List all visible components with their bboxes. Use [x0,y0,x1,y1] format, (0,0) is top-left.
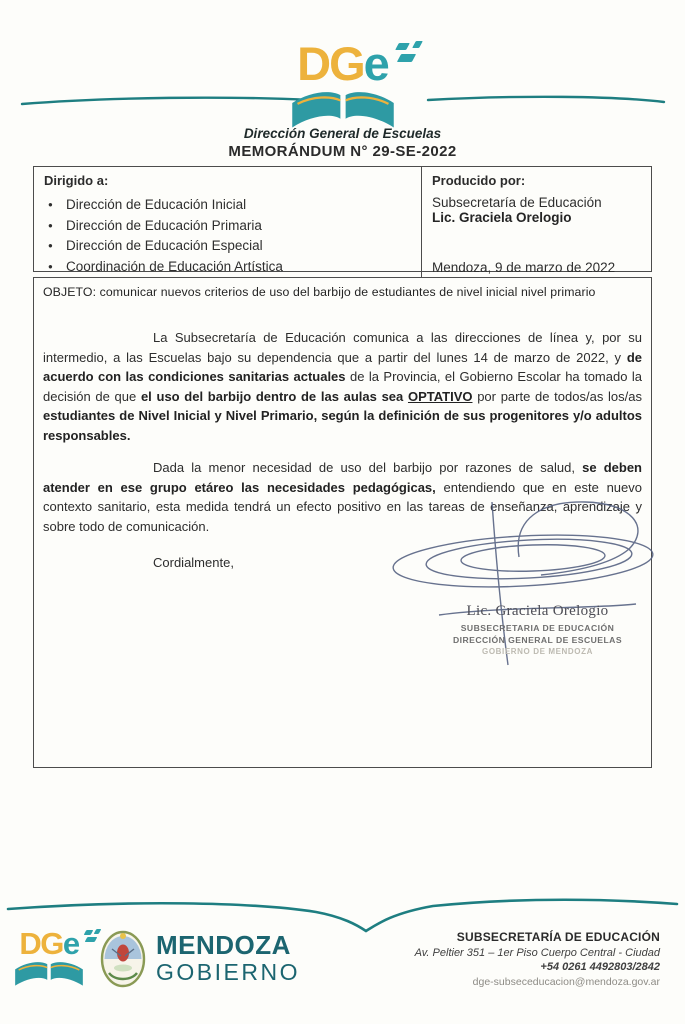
closing-line: Cordialmente, [153,555,234,570]
recipient-item: ● Dirección de Educación Especial [44,236,411,257]
dge-logo-wordmark [297,37,388,90]
contact-phone: +54 0261 4492803/2842 [540,961,660,973]
signature-title-2: DIRECCIÓN GENERAL DE ESCUELAS [452,635,623,645]
producido-name: Lic. Graciela Orelogio [432,210,572,225]
mendoza-coat-of-arms-icon [100,928,146,988]
footer-contact [415,930,660,988]
footer-dge-wordmark [19,928,78,959]
text-segment: de la Provincia, el Gobierno Escolar ha tomado la decisión de que [43,369,643,404]
recipient-item: ● Coordinación de Educación Artística [44,257,411,278]
text-segment: Dada la menor necesidad de uso del barbijo por razones de salud, [153,460,583,475]
objeto-line: OBJETO: comunicar nuevos criterios de uso del barbijo de estudiantes de nivel inicial nivel primario [43,285,596,299]
info-table [33,166,652,275]
text-segment: por parte de todos/as los/as [472,388,642,404]
logo-e-text: e [363,37,388,90]
open-book-icon [287,89,399,131]
recipients-list [44,195,411,277]
contact-department: SUBSECRETARÍA DE EDUCACIÓN [456,930,660,944]
dirigido-label: Dirigido a: [44,173,109,188]
government-name [156,932,300,984]
gov-line-mendoza: MENDOZA [156,930,291,960]
logo-dg-text: DG [297,37,364,90]
text-segment-bold: de acuerdo con las condiciones sanitarias actuales [43,349,642,384]
contact-address: Av. Peltier 351 – 1er Piso Cuerpo Central - Ciudad [414,947,660,959]
contact-email: dge-subseceducacion@mendoza.gov.ar [472,976,660,988]
producido-cell [421,167,651,283]
gov-line-gobierno: GOBIERNO [156,959,300,985]
signature-title-1: SUBSECRETARIA DE EDUCACIÓN [460,622,615,633]
producido-label: Producido por: [432,173,526,188]
dirigido-cell [34,167,421,283]
signature-name: Lic. Graciela Orelogio [466,603,609,619]
open-book-icon [12,960,86,988]
logo-dg-text: DG [19,926,63,961]
producido-org: Subsecretaría de Educación [432,195,602,210]
body-paragraph-1 [43,328,642,445]
org-name: Dirección General de Escuelas [243,126,442,141]
logo-dash-icon [397,54,416,62]
text-segment: La Subsecretaría de Educación comunica a las direcciones de línea y, por su intermedio, a las Escuelas bajo su dependencia que a partir del lunes 14 de marzo de 2022, y [43,330,642,365]
footer-branding [12,928,300,988]
text-segment-bold: se deben atender en ese grupo etáreo las necesidades pedagógicas, [43,460,643,495]
dge-logo [0,37,685,131]
text-segment-bold-underline: OPTATIVO [407,388,473,404]
logo-dash-icon [412,41,423,48]
recipient-item: ● Dirección de Educación Inicial [44,195,411,216]
recipient-item: ● Dirección de Educación Primaria [44,216,411,237]
logo-dash-icon [84,937,97,942]
logo-e-text: e [62,926,79,961]
footer-dge-logo [12,928,86,988]
memo-title: MEMORÁNDUM N° 29-SE-2022 [228,143,457,160]
text-segment-bold: estudiantes de Nivel Inicial y Nivel Primario, según la definición de sus progenitores y/o adultos responsables. [43,408,642,443]
logo-dash-icon [83,930,93,935]
logo-dash-icon [395,43,410,50]
place-date: Mendoza, 9 de marzo de 2022 [432,260,616,275]
signature-title-3: GOBIERNO DE MENDOZA [482,647,593,656]
signature-block [425,603,650,656]
text-segment: entendiendo que en este nuevo contexto sanitario, esta medida tendrá un efecto positivo en las tareas de enseñanza, aprendizaje y sobre todo de comunicación. [43,479,643,534]
text-segment-bold: el uso del barbijo dentro de las aulas sea [140,388,408,404]
